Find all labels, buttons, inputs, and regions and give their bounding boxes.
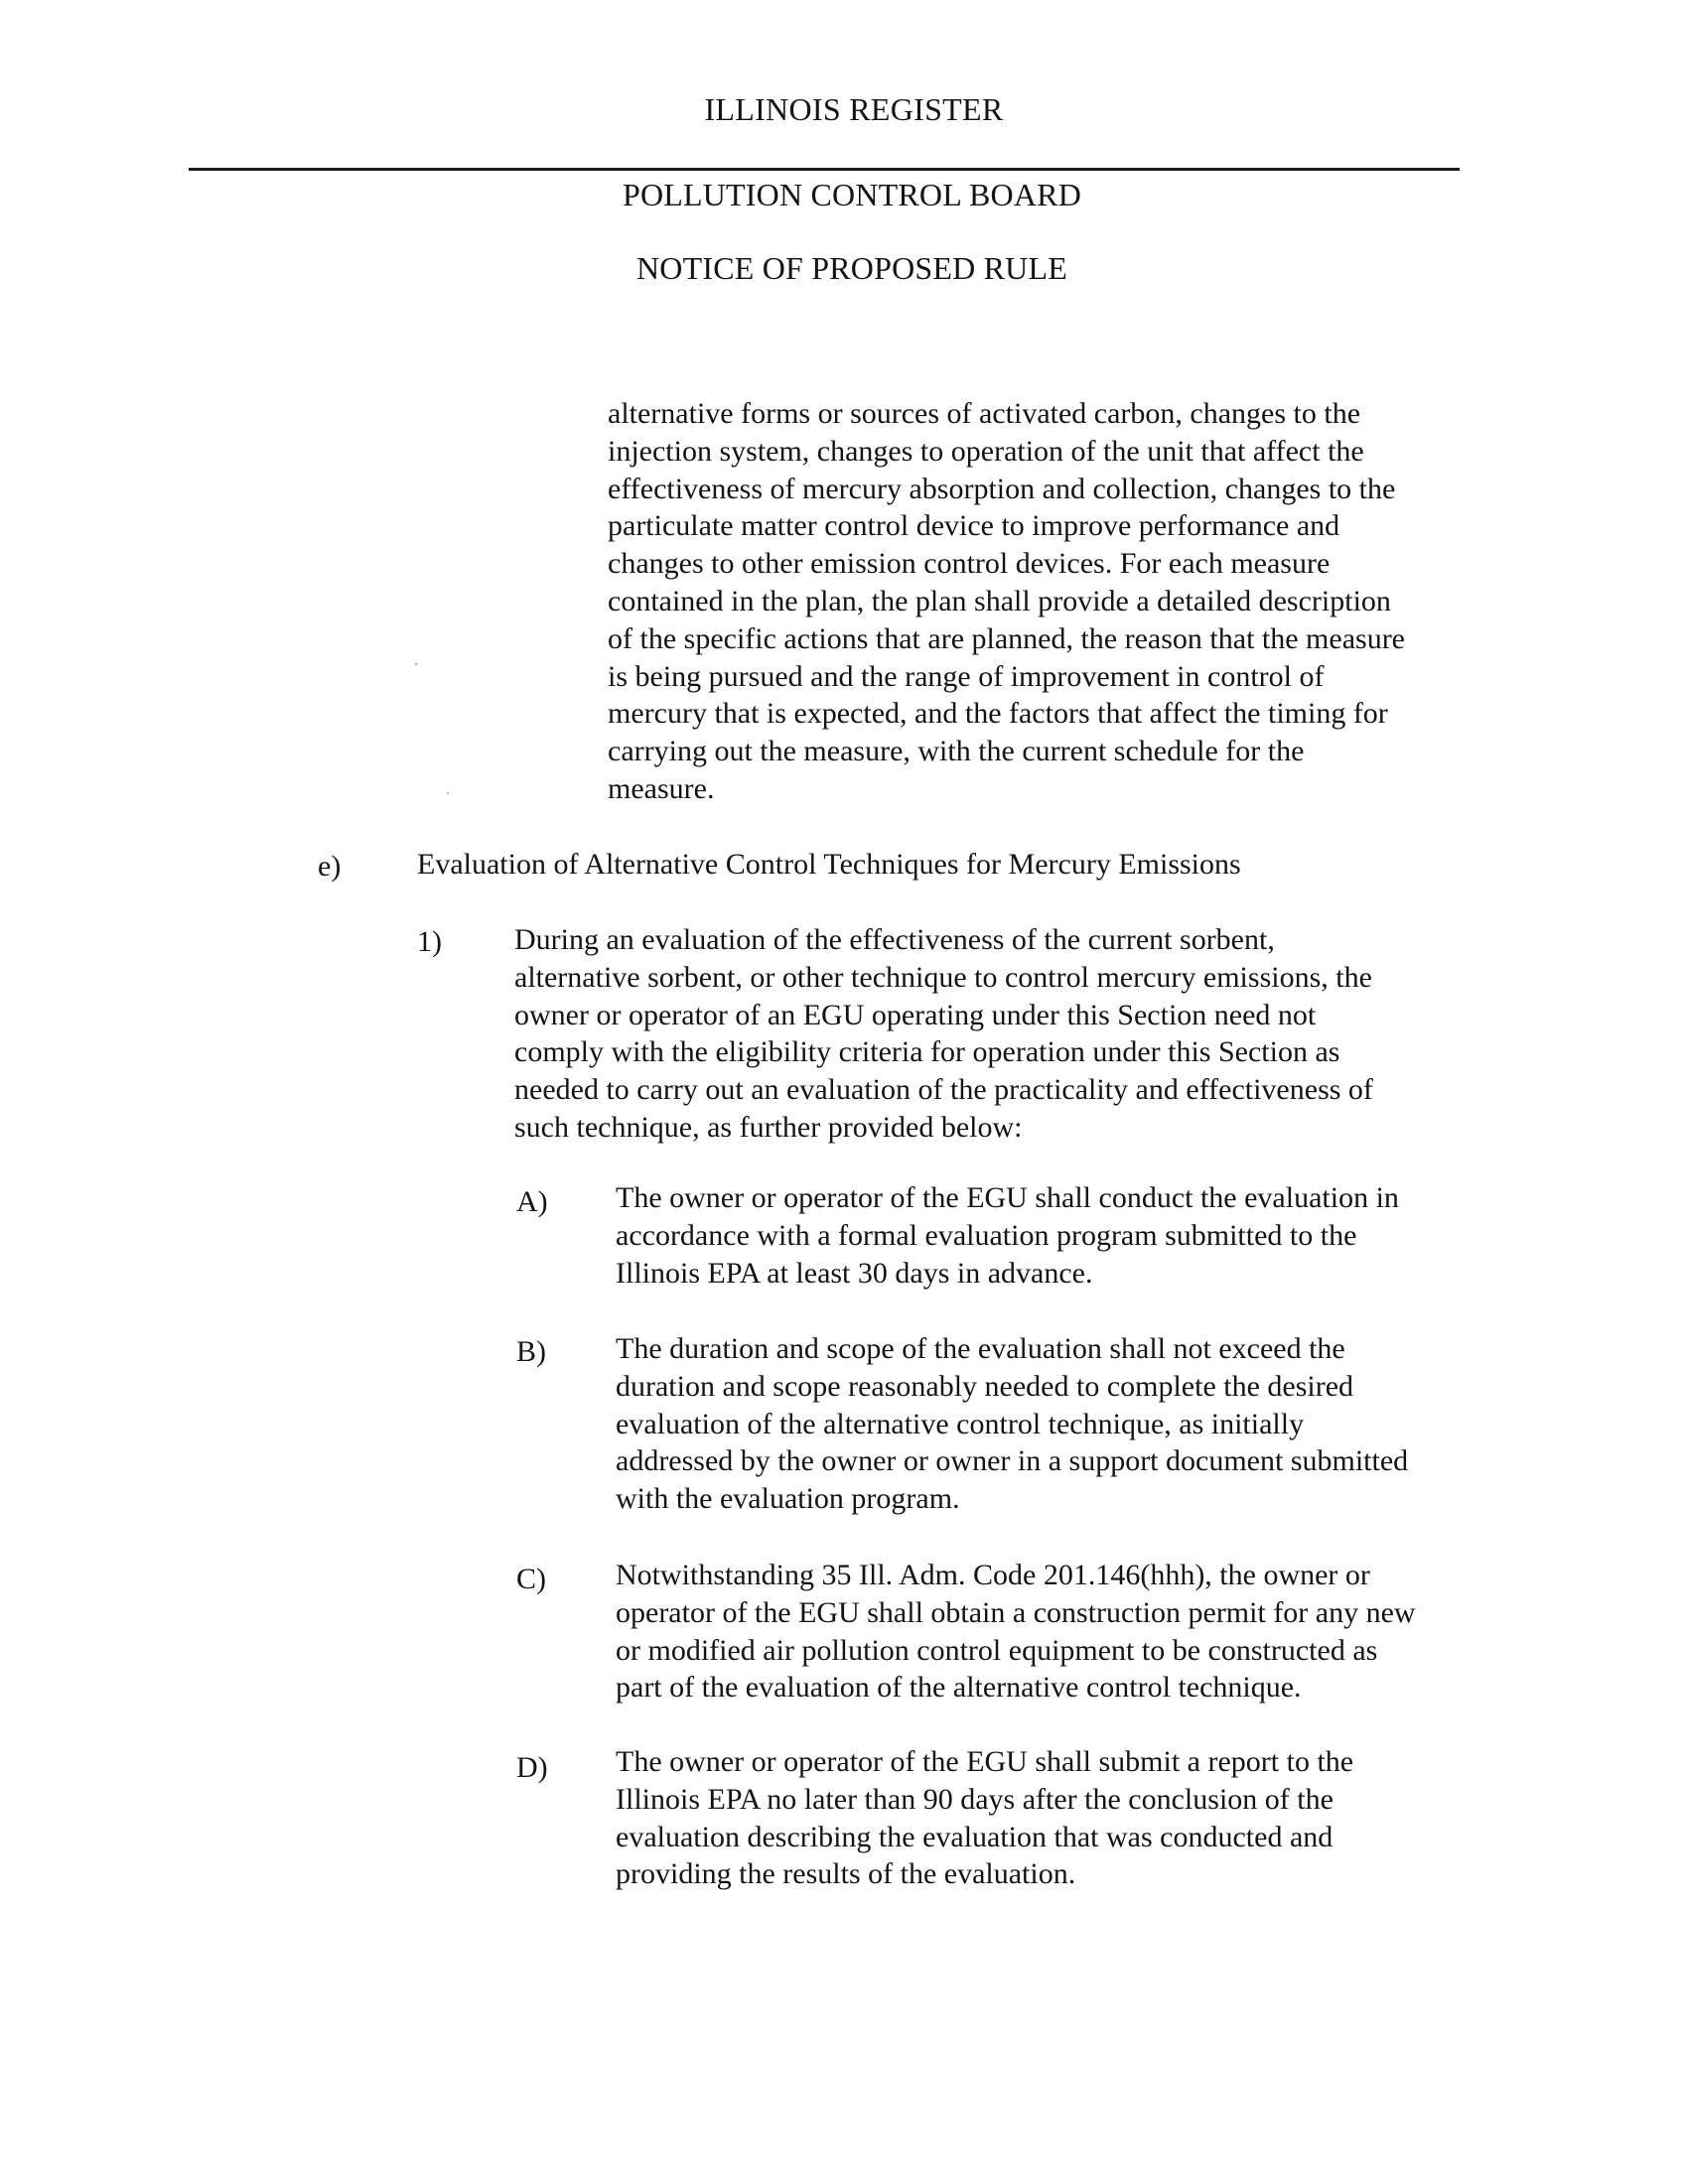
text-line: Illinois EPA at least 30 days in advance. (616, 1256, 1093, 1290)
continuation-paragraph (608, 395, 1405, 808)
text-line: needed to carry out an evaluation of the practicality and effectiveness of (514, 1073, 1373, 1107)
text-line: changes to other emission control devices. For each measure (608, 547, 1331, 581)
register-title: ILLINOIS REGISTER (704, 91, 1004, 127)
text-line: alternative sorbent, or other technique to control mercury emissions, the (514, 960, 1372, 994)
section-e-label: e) (318, 850, 342, 883)
text-line: is being pursued and the range of improvement in control of (608, 659, 1325, 693)
text-line: part of the evaluation of the alternative control technique. (616, 1671, 1302, 1705)
text-line: providing the results of the evaluation. (616, 1857, 1076, 1891)
scan-speck (415, 663, 417, 665)
text-line: owner or operator of an EGU operating under this Section need not (514, 998, 1317, 1031)
text-line: carrying out the measure, with the current schedule for the (608, 735, 1305, 768)
text-line: addressed by the owner or owner in a support document submitted (616, 1444, 1409, 1478)
text-line: or modified air pollution control equipment to be constructed as (616, 1633, 1378, 1667)
text-line: evaluation describing the evaluation that was conducted and (616, 1820, 1333, 1853)
text-line: of the specific actions that are planned, the reason that the measure (608, 621, 1405, 655)
text-line: particulate matter control device to improve performance and (608, 509, 1340, 543)
text-line: During an evaluation of the effectiveness of the current sorbent, (514, 923, 1275, 956)
text-line: evaluation of the alternative control technique, as initially (616, 1407, 1305, 1440)
item-b-paragraph (616, 1330, 1408, 1518)
text-line: The owner or operator of the EGU shall submit a report to the (616, 1745, 1354, 1778)
text-line: mercury that is expected, and the factors that affect the timing for (608, 697, 1388, 731)
text-line: comply with the eligibility criteria for operation under this Section as (514, 1035, 1340, 1069)
scan-speck (447, 792, 449, 794)
text-line: such technique, as further provided below: (514, 1110, 1023, 1144)
item-1-label: 1) (417, 925, 442, 958)
section-e-heading: Evaluation of Alternative Control Techniques for Mercury Emissions (417, 848, 1241, 881)
text-line: alternative forms or sources of activated carbon, changes to the (608, 397, 1361, 430)
item-c-paragraph (616, 1557, 1416, 1706)
text-line: duration and scope reasonably needed to complete the desired (616, 1369, 1354, 1403)
text-line: injection system, changes to operation of the unit that affect the (608, 434, 1364, 468)
text-line: Illinois EPA no later than 90 days after the conclusion of the (616, 1782, 1333, 1816)
item-b-label: B) (516, 1335, 546, 1368)
text-line: measure. (608, 771, 715, 805)
item-d-label: D) (516, 1751, 548, 1784)
board-name: POLLUTION CONTROL BOARD (622, 177, 1082, 212)
item-a-paragraph (616, 1179, 1399, 1292)
item-a-label: A) (516, 1185, 548, 1218)
text-line: operator of the EGU shall obtain a construction permit for any new (616, 1595, 1416, 1629)
text-line: contained in the plan, the plan shall provide a detailed description (608, 584, 1391, 617)
text-line: with the evaluation program. (616, 1482, 960, 1516)
item-d-paragraph (616, 1743, 1353, 1893)
item-c-label: C) (516, 1563, 546, 1595)
text-line: effectiveness of mercury absorption and collection, changes to the (608, 472, 1396, 505)
item-1-paragraph (514, 921, 1373, 1147)
text-line: The owner or operator of the EGU shall conduct the evaluation in (616, 1181, 1399, 1214)
text-line: accordance with a formal evaluation program submitted to the (616, 1218, 1357, 1252)
text-line: Notwithstanding 35 Ill. Adm. Code 201.146(hhh), the owner or (616, 1559, 1370, 1591)
notice-title: NOTICE OF PROPOSED RULE (636, 250, 1067, 286)
header-divider (189, 168, 1460, 171)
text-line: The duration and scope of the evaluation shall not exceed the (616, 1332, 1345, 1365)
